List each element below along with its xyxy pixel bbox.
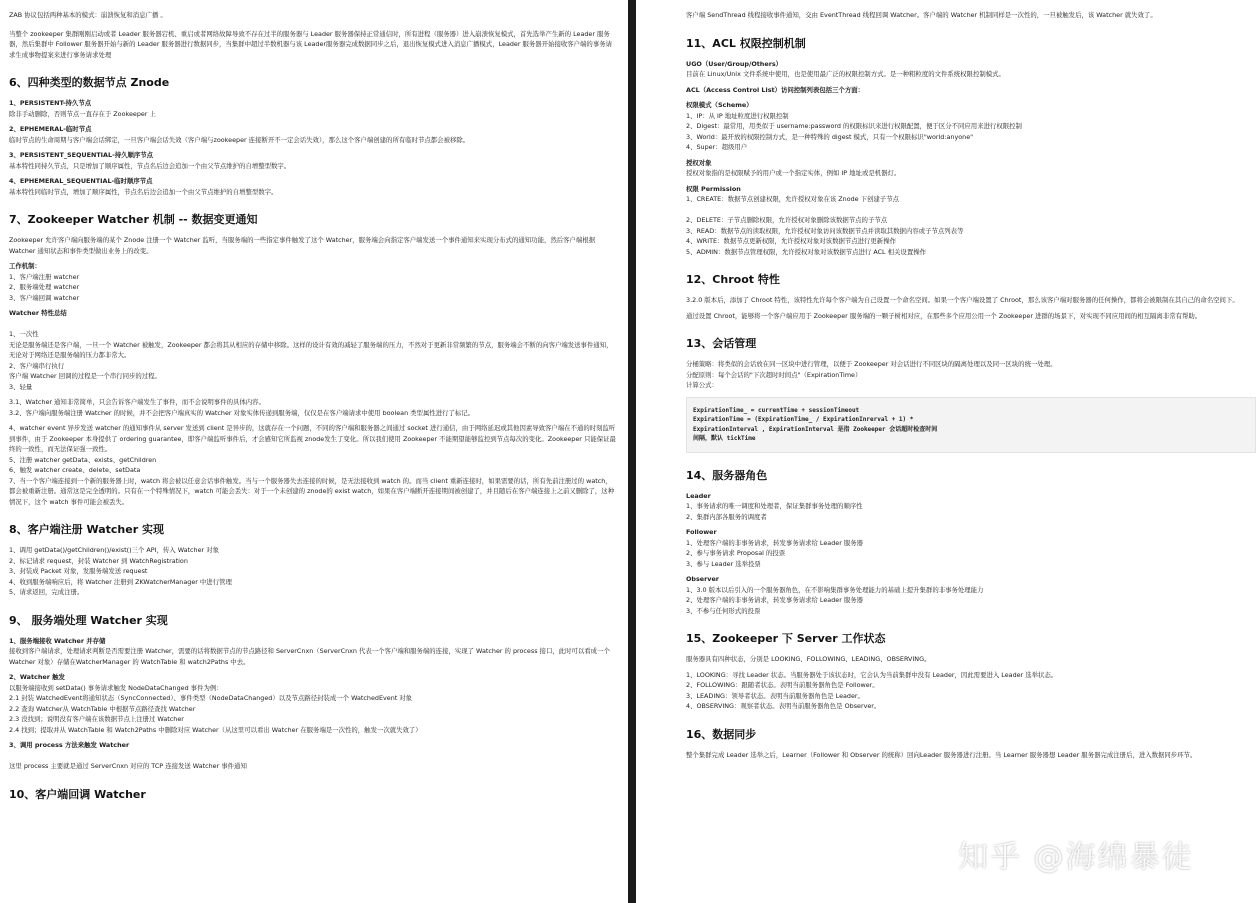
content-block <box>9 124 618 145</box>
block-body: 服务器具有四种状态，分别是 LOOKING、FOLLOWING、LEADING、OBSERVING。 <box>686 655 931 663</box>
intro-paragraph: ZAB 协议包括两种基本的模式：崩溃恢复和消息广播 。 <box>9 11 167 19</box>
content-block <box>9 308 618 392</box>
block-title: 权限模式（Scheme） <box>686 101 753 109</box>
block-body: 目前在 Linux/Unix 文件系统中使用，也是使用最广泛的权限控制方式。是一种粗粒度的文件系统权限控制模式。 <box>686 70 1005 78</box>
block-title: 1、服务端接收 Watcher 并存储 <box>9 636 106 645</box>
content-block <box>686 85 1256 96</box>
content-block <box>686 750 1256 761</box>
block-body: 以服务端接收到 setData() 事务请求触发 NodeDataChanged 事件为例： 2.1 封装 WatchedEvent将通知状态（SyncConnected）、事件类型（NodeDataChanged）以及节点路径封装成一个 WatchedEvent 对象 2.2 查询 Watcher从 WatchTable 中根据节点路径查找 Watcher 2.3 没找到；说明没有客户端在该数据节点上注册过 Watcher 2.4 找到；提取并从 WatchTable 和 Watch2Paths 中删除对应 Watcher（从这里可以看出 Watcher 在服务端是一次性的，触发一次就失效了） <box>9 683 422 734</box>
code-block: ExpirationTime_ = currentTime + sessionTimeout ExpirationTime = (ExpirationTime_ / ExpirationInrerval + 1) * ExpirationInterval , ExpirationInterval 是指 Zookeeper 会话超时检查时间 间隔，默认 tickTime <box>686 397 1256 453</box>
block-body: Zookeeper 允许客户端向服务端的某个 Znode 注册一个 Watcher 监听，当服务端的一些指定事件触发了这个 Watcher，服务端会向指定客户端发送一个事件通知来实现分布式的通知功能，然后客户端根据 Watcher 通知状态和事件类型做出业务上的改变。 <box>9 236 596 255</box>
content-block <box>9 98 618 119</box>
content-block <box>9 150 618 171</box>
block-body: 除非手动删除，否则节点一直存在于 Zookeeper 上 <box>9 109 156 118</box>
content-block <box>686 359 1256 391</box>
block-body: 临时节点的生命周期与客户端会话绑定，一旦客户端会话失效（客户端与zookeeper 连接断开不一定会话失效），那么这个客户端创建的所有临时节点都会被移除。 <box>9 135 470 144</box>
content-block <box>686 59 1256 80</box>
block-body: 1、CREATE：数据节点创建权限，允许授权对象在该 Znode 下创建子节点 2、DELETE：子节点删除权限，允许授权对象删除该数据节点的子节点 3、READ：数据节点的读取权限，允许授权对象访问该数据节点并读取其数据内容或子节点列表等 4、WRITE：数据节点更新权限，允许授权对象对该数据节点进行更新操作 5、ADMIN：数据节点管理权限，允许授权对象对该数据节点进行 ACL 相关设置操作 <box>686 195 964 256</box>
content-block <box>686 295 1256 306</box>
content-block <box>9 423 618 507</box>
block-body: 这里 process 主要就是通过 ServerCnxn 对应的 TCP 连接发送 Watcher 事件通知 <box>9 762 247 770</box>
intro-paragraph: 客户端 SendThread 线程接收事件通知，交由 EventThread 线程回调 Watcher。客户端的 Watcher 机制同样是一次性的，一旦被触发后，该 Watcher 就失效了。 <box>686 11 1157 19</box>
block-body: 1、调用 getData()/getChildren()/exist()三个 API，传入 Watcher 对象 2、标记请求 request，封装 Watcher 到 WatchRegistration 3、封装成 Packet 对象，发服务端发送 request 4、收到服务端响应后，将 Watcher 注册到 ZKWatcherManager 中进行管理 5、请求返回，完成注册。 <box>9 546 232 596</box>
block-body: 1、IP：从 IP 地址粒度进行权限控制 2、Digest：最常用，用类似于 username:password 的权限标识来进行权限配置，便于区分不同应用来进行权限控制 3、World：最开放的权限控制方式，是一种特殊的 digest 模式，只有一个权限标识"world:anyone" 4、Super：超级用户 <box>686 111 1022 151</box>
block-title: Watcher 特性总结 <box>9 309 67 317</box>
right-document-page <box>636 0 1260 903</box>
block-body: 1、LOOKING：寻找 Leader 状态。当服务器处于该状态时，它会认为当前集群中没有 Leader，因此需要进入 Leader 选举状态。 2、FOLLOWING：跟随者状态。表明当前服务器角色是 Follower。 3、LEADING：领导者状态。表明当前服务器角色是 Leader。 4、OBSERVING：观察者状态。表明当前服务器角色是 Observer。 <box>686 670 1058 710</box>
block-body: 1、处理客户端的非事务请求，转发事务请求给 Leader 服务器 2、参与事务请求 Proposal 的投票 3、参与 Leader 选举投票 <box>686 538 864 568</box>
block-title: 权限 Permission <box>686 184 741 193</box>
block-body: 1、3.0 版本以后引入的一个服务器角色，在不影响集群事务处理能力的基础上提升集群的非事务处理能力 2、处理客户端的非事务请求，转发事务请求给 Leader 服务器 3、不参与任何形式的投票 <box>686 585 984 615</box>
block-title: 3、PERSISTENT_SEQUENTIAL-持久顺序节点 <box>9 151 154 159</box>
content-block <box>686 184 1256 258</box>
block-body: 通过设置 Chroot，能够将一个客户端应用于 Zookeeper 服务端的一颗子树相对应，在那些多个应用公用一个 Zookeeper 进群的场景下，对实现不同应用间的相互隔离非常有帮助。 <box>686 311 1202 320</box>
content-block <box>686 100 1256 153</box>
content-block <box>686 158 1256 179</box>
content-block <box>686 574 1256 616</box>
content-block <box>686 670 1256 712</box>
block-body: 授权对象指的是权限赋予的用户或一个指定实体，例如 IP 地址或是机器灯。 <box>686 169 901 177</box>
content-block <box>9 672 618 735</box>
block-body: 1、客户端注册 watcher 2、服务端处理 watcher 3、客户端回调 watcher <box>9 272 80 302</box>
block-title: 4、EPHEMERAL_SEQUENTIAL-临时顺序节点 <box>9 177 153 185</box>
content-block <box>9 740 618 772</box>
content-block <box>686 654 1256 665</box>
block-title: 3、调用 process 方法来触发 Watcher <box>9 741 130 749</box>
section-heading: 15、Zookeeper 下 Server 工作状态 <box>686 632 886 645</box>
block-title: Follower <box>686 528 717 536</box>
left-document-page <box>0 0 628 903</box>
section-heading: 16、数据同步 <box>686 727 757 741</box>
content-block <box>686 311 1256 322</box>
block-title: 2、EPHEMERAL-临时节点 <box>9 125 92 133</box>
block-body: 接收到客户端请求，处理请求判断是否需要注册 Watcher，需要的话将数据节点的节点路径和 ServerCnxn（ServerCnxn 代表一个客户端和服务端的连接，实现了 Watcher 的 process 接口，此时可以看成一个 Watcher 对象）存储在WatcherManager 的 WatchTable 和 watch2Paths 中去。 <box>9 647 610 666</box>
content-block <box>9 176 618 197</box>
content-block <box>9 235 618 256</box>
zhihu-watermark: 知乎 @海绵暴徒 <box>958 840 1194 875</box>
block-body: 3.2.0 版本后，添加了 Chroot 特性，该特性允许每个客户端为自己设置一个命名空间。如果一个客户端设置了 Chroot，那么该客户端对服务器的任何操作，都将会被限制在其自己的命名空间下。 <box>686 296 1239 304</box>
section-heading: 12、Chroot 特性 <box>686 273 780 286</box>
intro-paragraph: 当整个 zookeeper 集群刚刚启动或者 Leader 服务器宕机、重启或者网络故障导致不存在过半的服务器与 Leader 服务器保持正常通信时，所有进程（服务器）进入崩溃恢复模式，首先选举产生新的 Leader 服务器，然后集群中 Follower 服务器开始与新的 Leader 服务器进行数据同步，当集群中超过半数机器与该 Leader服务器完成数据同步之后，退出恢复模式进入消息广播模式，Leader 服务器开始接收客户端的事务请求生成事物提案来进行事务请求处理 <box>9 29 612 59</box>
block-body: 1、一次性 无论是服务端还是客户端，一旦一个 Watcher 被触发，Zookeeper 都会将其从相应的存储中移除。这样的设计有效的减轻了服务端的压力，不然对于更新非常频繁的节点，服务端会不断的向客户端发送事件通知，无论对于网络还是服务端的压力都非常大。 2、客户端串行执行 客户端 Watcher 回调的过程是一个串行同步的过程。 3、轻量 <box>9 330 613 391</box>
section-heading: 9、 服务端处理 Watcher 实现 <box>9 613 168 627</box>
content-block <box>9 545 618 598</box>
block-title: UGO（User/Group/Others） <box>686 59 783 68</box>
block-body: 整个集群完成 Leader 选举之后，Learner（Follower 和 Observer 的统称）回向Leader 服务器进行注册。当 Learner 服务器想 Leader 服务器完成注册后，进入数据同步环节。 <box>686 750 1197 759</box>
block-body: 3.1、Watcher 通知非常简单，只会告诉客户端发生了事件，而不会说明事件的具体内容。 3.2、客户端向服务端注册 Watcher 的时候，并不会把客户端真实的 Watcher 对象实体传递到服务端，仅仅是在客户端请求中使用 boolean 类型属性进行了标记。 <box>9 398 475 417</box>
block-title: 1、PERSISTENT-持久节点 <box>9 99 92 107</box>
content-block <box>686 527 1256 569</box>
block-title: Leader <box>686 491 711 500</box>
block-title: 工作机制： <box>9 262 41 270</box>
block-title: Observer <box>686 575 719 583</box>
section-heading: 10、客户端回调 Watcher <box>9 787 146 801</box>
content-block <box>9 261 618 303</box>
block-title: 授权对象 <box>686 158 712 167</box>
block-title: 2、Watcher 触发 <box>9 673 65 681</box>
page-divider <box>628 0 636 903</box>
section-heading: 6、四种类型的数据节点 Znode <box>9 76 170 89</box>
block-body: 基本特性同持久节点，只是增加了顺序属性，节点名后边会追加一个由父节点维护的自增整型数字。 <box>9 161 291 170</box>
section-heading: 14、服务器角色 <box>686 468 768 482</box>
block-body: 4、watcher event 异步发送 watcher 的通知事件从 server 发送到 client 是异步的，这就存在一个问题，不同的客户端和服务器之间通过 socket 进行通信，由于网络延迟或其他因素导致客户端在不通的时刻监听到事件，由于 Zookeeper 本身提供了 ordering guarantee，即客户端监听事件后，才会感知它所监视 znode发生了变化。所以我们使用 Zookeeper 不能期望能够监控到节点每次的变化。Zookeeper 只能保证最终的一致性，而无法保证强一致性。 5、注册 watcher getData、exists、getChildren 6、触发 watcher create、delete、setData 7、当一个客户端连接到一个新的服务器上时，watch 将会被以任意会话事件触发。当与一个服务器失去连接的时候，是无法接收到 watch 的。而当 client 重新连接时，如果需要的话，所有先前注册过的 watch，都会被重新注册。通常这是完全透明的。只有在一个特殊情况下，watch 可能会丢失：对于一个未创建的 znode的 exist watch，如果在客户端断开连接期间被创建了，并且随后在客户端连接上之前又删除了，这种情况下，这个 watch 事件可能会被丢失。 <box>9 424 616 506</box>
section-heading: 8、客户端注册 Watcher 实现 <box>9 523 164 536</box>
content-block <box>9 397 618 418</box>
section-heading: 13、会话管理 <box>686 337 757 350</box>
content-block <box>9 636 618 668</box>
content-block <box>686 491 1256 523</box>
section-heading: 7、Zookeeper Watcher 机制 -- 数据变更通知 <box>9 213 258 226</box>
block-title: ACL（Access Control List）访问控制列表包括三个方面： <box>686 85 865 94</box>
block-body: 1、事务请求的唯一调度和处理者，保证集群事务处理的顺序性 2、集群内部各服务的调度者 <box>686 502 863 521</box>
block-body: 基本特性同临时节点，增加了顺序属性，节点名后边会追加一个由父节点维护的自增整型数字。 <box>9 187 278 196</box>
block-body: 分桶策略：将类似的会话放在同一区块中进行管理，以便于 Zookeeper 对会话进行不同区块的隔离处理以及同一区块的统一处理。 分配原则：每个会话的"下次超时时间点"（ExpirationTime） 计算公式： <box>686 360 1057 389</box>
section-heading: 11、ACL 权限控制机制 <box>686 36 806 50</box>
